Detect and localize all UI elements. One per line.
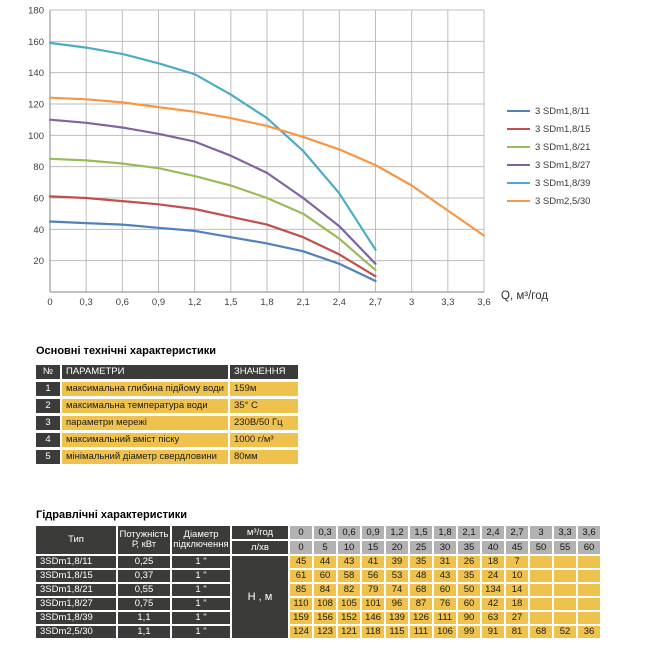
y-tick: 160 bbox=[28, 36, 44, 48]
head-value-cell: 99 bbox=[458, 626, 480, 638]
head-value-cell: 146 bbox=[362, 612, 384, 624]
flow-lmin-value: 60 bbox=[578, 541, 600, 554]
head-value-cell bbox=[554, 570, 576, 582]
head-value-cell: 79 bbox=[362, 584, 384, 596]
table-row bbox=[36, 450, 300, 464]
flow-lmin-value: 40 bbox=[482, 541, 504, 554]
x-tick: 3,6 bbox=[477, 297, 491, 308]
head-value-cell: 87 bbox=[410, 598, 432, 610]
head-value-cell: 35 bbox=[458, 570, 480, 582]
flow-lmin-value: 35 bbox=[458, 541, 480, 554]
head-value-cell: 45 bbox=[290, 556, 312, 568]
series-line-1 bbox=[50, 196, 376, 276]
head-value-cell bbox=[554, 556, 576, 568]
head-value-cell: 26 bbox=[458, 556, 480, 568]
power-cell: 1,1 bbox=[118, 612, 170, 624]
flow-unit-header bbox=[232, 526, 288, 554]
head-value-cell: 90 bbox=[458, 612, 480, 624]
hydraulic-table-title: Гідравлічні характеристики bbox=[36, 509, 188, 521]
head-value-cell: 31 bbox=[434, 556, 456, 568]
head-value-cell: 60 bbox=[314, 570, 336, 582]
flow-column-header bbox=[338, 526, 360, 554]
column-header: Тип bbox=[36, 526, 116, 554]
header-row bbox=[36, 365, 300, 379]
flow-m3-value: 3,3 bbox=[554, 526, 576, 539]
head-value-cell: 134 bbox=[482, 584, 504, 596]
value-cell: 159м bbox=[230, 382, 298, 396]
x-tick: 1,8 bbox=[260, 297, 274, 308]
x-tick: 2,7 bbox=[368, 297, 383, 308]
head-value-cell: 35 bbox=[410, 556, 432, 568]
head-value-cell: 68 bbox=[530, 626, 552, 638]
legend-label: 3 SDm2,5/30 bbox=[535, 195, 591, 207]
table-row bbox=[36, 556, 650, 568]
pump-type-cell: 3SDm2,5/30 bbox=[36, 626, 116, 638]
table-row bbox=[36, 584, 650, 596]
diameter-cell: 1 " bbox=[172, 570, 230, 582]
flow-lmin-value: 5 bbox=[314, 541, 336, 554]
diameter-cell: 1 " bbox=[172, 626, 230, 638]
table-row bbox=[36, 598, 650, 610]
head-value-cell bbox=[554, 584, 576, 596]
head-value-cell: 43 bbox=[338, 556, 360, 568]
head-value-cell: 76 bbox=[434, 598, 456, 610]
power-cell: 0,25 bbox=[118, 556, 170, 568]
y-tick: 20 bbox=[33, 256, 44, 268]
flow-column-header bbox=[386, 526, 408, 554]
head-value-cell: 159 bbox=[290, 612, 312, 624]
head-value-cell bbox=[530, 612, 552, 624]
flow-lmin-value: 45 bbox=[506, 541, 528, 554]
flow-lmin-value: 50 bbox=[530, 541, 552, 554]
power-cell: 0,55 bbox=[118, 584, 170, 596]
y-tick: 140 bbox=[28, 68, 44, 80]
flow-m3-value: 0,6 bbox=[338, 526, 360, 539]
head-value-cell: 82 bbox=[338, 584, 360, 596]
head-value-cell: 74 bbox=[386, 584, 408, 596]
power-cell: 1,1 bbox=[118, 626, 170, 638]
table-row bbox=[36, 382, 300, 396]
head-value-cell: 123 bbox=[314, 626, 336, 638]
flow-column-header bbox=[482, 526, 504, 554]
x-tick: 0 bbox=[47, 297, 53, 308]
x-tick: 3,3 bbox=[441, 297, 455, 308]
column-header: Діаметр підключення bbox=[172, 526, 230, 554]
legend-label: 3 SDm1,8/15 bbox=[535, 123, 591, 135]
row-number: 3 bbox=[36, 416, 60, 430]
y-tick: 40 bbox=[33, 224, 44, 236]
flow-column-header bbox=[362, 526, 384, 554]
head-value-cell: 7 bbox=[506, 556, 528, 568]
head-value-cell: 111 bbox=[410, 626, 432, 638]
flow-column-header bbox=[578, 526, 600, 554]
y-tick: 80 bbox=[33, 162, 44, 174]
head-value-cell: 108 bbox=[314, 598, 336, 610]
head-value-cell: 115 bbox=[386, 626, 408, 638]
power-cell: 0,37 bbox=[118, 570, 170, 582]
pump-type-cell: 3SDm1,8/15 bbox=[36, 570, 116, 582]
table-row bbox=[36, 570, 650, 582]
table-row bbox=[36, 626, 650, 638]
column-header: Потужність Р, кВт bbox=[118, 526, 170, 554]
pump-type-cell: 3SDm1,8/27 bbox=[36, 598, 116, 610]
head-value-cell: 139 bbox=[386, 612, 408, 624]
flow-m3-value: 1,5 bbox=[410, 526, 432, 539]
y-tick: 180 bbox=[28, 5, 44, 17]
pump-type-cell: 3SDm1,8/11 bbox=[36, 556, 116, 568]
head-value-cell: 111 bbox=[434, 612, 456, 624]
tech-table bbox=[36, 365, 300, 467]
value-cell: 230В/50 Гц bbox=[230, 416, 298, 430]
legend-item bbox=[507, 138, 590, 156]
legend-item bbox=[507, 174, 590, 192]
hydraulic-table bbox=[36, 526, 650, 638]
x-axis-label: Q, м³/год bbox=[501, 290, 549, 302]
diameter-cell: 1 " bbox=[172, 584, 230, 596]
legend-swatch bbox=[507, 128, 530, 131]
head-value-cell: 101 bbox=[362, 598, 384, 610]
pump-type-cell: 3SDm1,8/39 bbox=[36, 612, 116, 624]
head-value-cell bbox=[578, 598, 600, 610]
head-value-cell: 152 bbox=[338, 612, 360, 624]
head-value-cell bbox=[530, 570, 552, 582]
flow-lmin-value: 25 bbox=[410, 541, 432, 554]
x-tick: 0,6 bbox=[115, 297, 129, 308]
flow-m3-value: 3 bbox=[530, 526, 552, 539]
table-row bbox=[36, 612, 650, 624]
y-tick: 60 bbox=[33, 193, 44, 205]
legend-swatch bbox=[507, 110, 530, 113]
head-value-cell: 53 bbox=[386, 570, 408, 582]
head-value-cell: 52 bbox=[554, 626, 576, 638]
head-value-cell: 84 bbox=[314, 584, 336, 596]
legend-swatch bbox=[507, 146, 530, 149]
column-header: ПАРАМЕТРИ bbox=[62, 365, 228, 379]
legend-item bbox=[507, 102, 590, 120]
head-value-cell: 68 bbox=[410, 584, 432, 596]
series-line-3 bbox=[50, 120, 376, 264]
tech-table-title: Основні технічні характеристики bbox=[36, 345, 216, 357]
row-number: 5 bbox=[36, 450, 60, 464]
legend-swatch bbox=[507, 200, 530, 203]
head-value-cell bbox=[578, 556, 600, 568]
column-header: м³/год bbox=[232, 526, 288, 539]
head-unit-label: Н , м bbox=[232, 556, 288, 638]
row-number: 2 bbox=[36, 399, 60, 413]
head-value-cell: 36 bbox=[578, 626, 600, 638]
legend-swatch bbox=[507, 182, 530, 185]
head-value-cell: 121 bbox=[338, 626, 360, 638]
x-tick: 1,5 bbox=[224, 297, 238, 308]
flow-m3-value: 0,9 bbox=[362, 526, 384, 539]
diameter-cell: 1 " bbox=[172, 556, 230, 568]
head-value-cell: 18 bbox=[506, 598, 528, 610]
flow-m3-value: 2,7 bbox=[506, 526, 528, 539]
head-value-cell: 43 bbox=[434, 570, 456, 582]
head-value-cell: 56 bbox=[362, 570, 384, 582]
param-cell: максимальний вміст піску bbox=[62, 433, 228, 447]
value-cell: 35° C bbox=[230, 399, 298, 413]
header-row bbox=[36, 526, 650, 554]
head-value-cell: 118 bbox=[362, 626, 384, 638]
head-value-cell bbox=[554, 598, 576, 610]
flow-column-header bbox=[554, 526, 576, 554]
head-value-cell: 41 bbox=[362, 556, 384, 568]
pump-type-cell: 3SDm1,8/21 bbox=[36, 584, 116, 596]
power-cell: 0,75 bbox=[118, 598, 170, 610]
head-value-cell bbox=[530, 598, 552, 610]
head-value-cell: 14 bbox=[506, 584, 528, 596]
head-value-cell: 58 bbox=[338, 570, 360, 582]
flow-m3-value: 1,2 bbox=[386, 526, 408, 539]
flow-lmin-value: 10 bbox=[338, 541, 360, 554]
head-value-cell: 10 bbox=[506, 570, 528, 582]
head-value-cell bbox=[578, 612, 600, 624]
param-cell: параметри мережі bbox=[62, 416, 228, 430]
legend-swatch bbox=[507, 164, 530, 167]
head-value-cell bbox=[530, 556, 552, 568]
flow-column-header bbox=[458, 526, 480, 554]
flow-m3-value: 3,6 bbox=[578, 526, 600, 539]
head-value-cell: 81 bbox=[506, 626, 528, 638]
head-value-cell: 24 bbox=[482, 570, 504, 582]
diameter-cell: 1 " bbox=[172, 598, 230, 610]
head-value-cell: 27 bbox=[506, 612, 528, 624]
x-tick: 0,3 bbox=[79, 297, 93, 308]
flow-m3-value: 2,1 bbox=[458, 526, 480, 539]
value-cell: 80мм bbox=[230, 450, 298, 464]
head-value-cell: 44 bbox=[314, 556, 336, 568]
column-header: л/хв bbox=[232, 541, 288, 554]
head-value-cell bbox=[578, 584, 600, 596]
head-value-cell bbox=[578, 570, 600, 582]
x-tick: 1,2 bbox=[188, 297, 202, 308]
flow-lmin-value: 20 bbox=[386, 541, 408, 554]
pump-curves-chart bbox=[0, 0, 500, 315]
column-header: № bbox=[36, 365, 60, 379]
table-row bbox=[36, 416, 300, 430]
flow-lmin-value: 55 bbox=[554, 541, 576, 554]
y-tick: 120 bbox=[28, 99, 44, 111]
flow-lmin-value: 30 bbox=[434, 541, 456, 554]
x-tick: 2,4 bbox=[332, 297, 346, 308]
head-value-cell: 60 bbox=[458, 598, 480, 610]
x-tick: 3 bbox=[409, 297, 415, 308]
legend-item bbox=[507, 192, 590, 210]
chart-legend bbox=[507, 102, 590, 210]
y-tick: 100 bbox=[28, 130, 44, 142]
head-value-cell: 126 bbox=[410, 612, 432, 624]
legend-label: 3 SDm1,8/21 bbox=[535, 141, 591, 153]
legend-label: 3 SDm1,8/27 bbox=[535, 159, 591, 171]
flow-m3-value: 2,4 bbox=[482, 526, 504, 539]
diameter-cell: 1 " bbox=[172, 612, 230, 624]
flow-column-header bbox=[314, 526, 336, 554]
head-value-cell: 60 bbox=[434, 584, 456, 596]
head-value-cell: 110 bbox=[290, 598, 312, 610]
row-number: 1 bbox=[36, 382, 60, 396]
head-value-cell: 106 bbox=[434, 626, 456, 638]
head-value-cell: 85 bbox=[290, 584, 312, 596]
value-cell: 1000 г/м³ bbox=[230, 433, 298, 447]
table-row bbox=[36, 433, 300, 447]
head-value-cell: 124 bbox=[290, 626, 312, 638]
flow-column-header bbox=[434, 526, 456, 554]
x-tick: 0,9 bbox=[151, 297, 166, 308]
series-line-4 bbox=[50, 43, 376, 250]
head-value-cell: 48 bbox=[410, 570, 432, 582]
legend-label: 3 SDm1,8/39 bbox=[535, 177, 591, 189]
param-cell: мінімальний діаметр свердловини bbox=[62, 450, 228, 464]
flow-m3-value: 0 bbox=[290, 526, 312, 539]
head-value-cell bbox=[554, 612, 576, 624]
flow-column-header bbox=[290, 526, 312, 554]
table-row bbox=[36, 399, 300, 413]
head-value-cell: 91 bbox=[482, 626, 504, 638]
head-value-cell: 50 bbox=[458, 584, 480, 596]
row-number: 4 bbox=[36, 433, 60, 447]
head-value-cell: 39 bbox=[386, 556, 408, 568]
flow-lmin-value: 15 bbox=[362, 541, 384, 554]
param-cell: максимальна глибина підйому води bbox=[62, 382, 228, 396]
flow-column-header bbox=[530, 526, 552, 554]
head-value-cell bbox=[530, 584, 552, 596]
legend-label: 3 SDm1,8/11 bbox=[535, 105, 590, 117]
flow-column-header bbox=[410, 526, 432, 554]
head-value-cell: 61 bbox=[290, 570, 312, 582]
head-value-cell: 63 bbox=[482, 612, 504, 624]
x-tick: 2,1 bbox=[296, 297, 310, 308]
legend-item bbox=[507, 156, 590, 174]
series-line-2 bbox=[50, 159, 376, 270]
head-value-cell: 156 bbox=[314, 612, 336, 624]
param-cell: максимальна температура води bbox=[62, 399, 228, 413]
flow-lmin-value: 0 bbox=[290, 541, 312, 554]
flow-m3-value: 1,8 bbox=[434, 526, 456, 539]
head-value-cell: 18 bbox=[482, 556, 504, 568]
head-value-cell: 105 bbox=[338, 598, 360, 610]
head-value-cell: 96 bbox=[386, 598, 408, 610]
flow-column-header bbox=[506, 526, 528, 554]
head-value-cell: 42 bbox=[482, 598, 504, 610]
legend-item bbox=[507, 120, 590, 138]
column-header: ЗНАЧЕННЯ bbox=[230, 365, 298, 379]
flow-m3-value: 0,3 bbox=[314, 526, 336, 539]
